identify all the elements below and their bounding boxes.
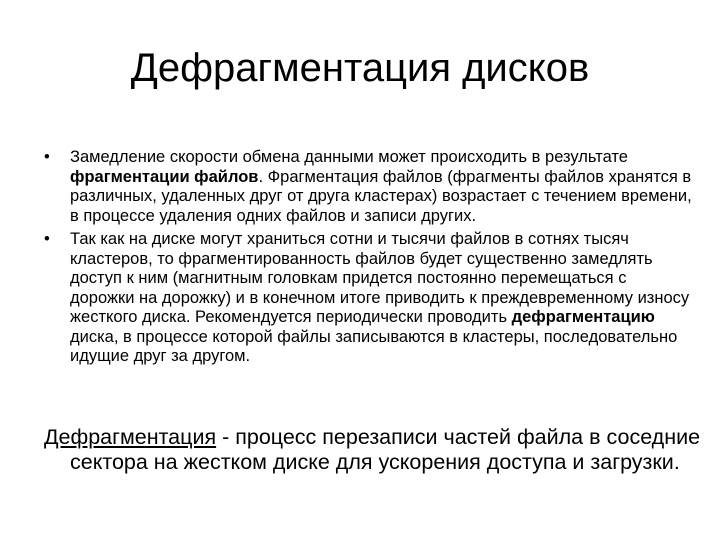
bullet-item-defragmentation [44,230,694,367]
definition-text: - процесс перезаписи частей файла в соседние сектора на жестком диске для ускорения доступа и загрузки. [70,425,701,474]
bullet-marker: • [44,230,50,248]
bullet-text-part: диска, в процессе которой файлы записываются в кластеры, последовательно идущие друг за другом. [70,327,678,365]
bullet-text-part: Так как на диске могут храниться сотни и тысячи файлов в сотнях тысяч кластеров, то фрагментированность файлов будет существенно замедлять доступ к ним (магнитным головкам придется постоянно перемещаться с дорожки на дорожку) и в конечном итоге приводить к преждевременному износу жесткого диска. Рекомендуется периодически проводить [70,230,690,326]
bullet-list [44,148,694,371]
definition-paragraph [44,425,710,475]
slide-title: Дефрагментация дисков [130,46,590,90]
bullet-bold-term: дефрагментацию [511,308,655,326]
bullet-item-fragmentation [44,148,694,226]
bullet-bold-term: фрагментации файлов [70,167,259,186]
bullet-text-part: . Фрагментация файлов (фрагменты файлов хранятся в различных, удаленных друг от друга кластерах) возрастает с течением времени, в процессе удаления одних файлов и записи других. [70,167,692,225]
bullet-text-part: Замедление скорости обмена данными может происходить в результате [70,148,628,166]
definition-term: Дефрагментация [44,425,217,449]
bullet-marker: • [44,148,50,166]
